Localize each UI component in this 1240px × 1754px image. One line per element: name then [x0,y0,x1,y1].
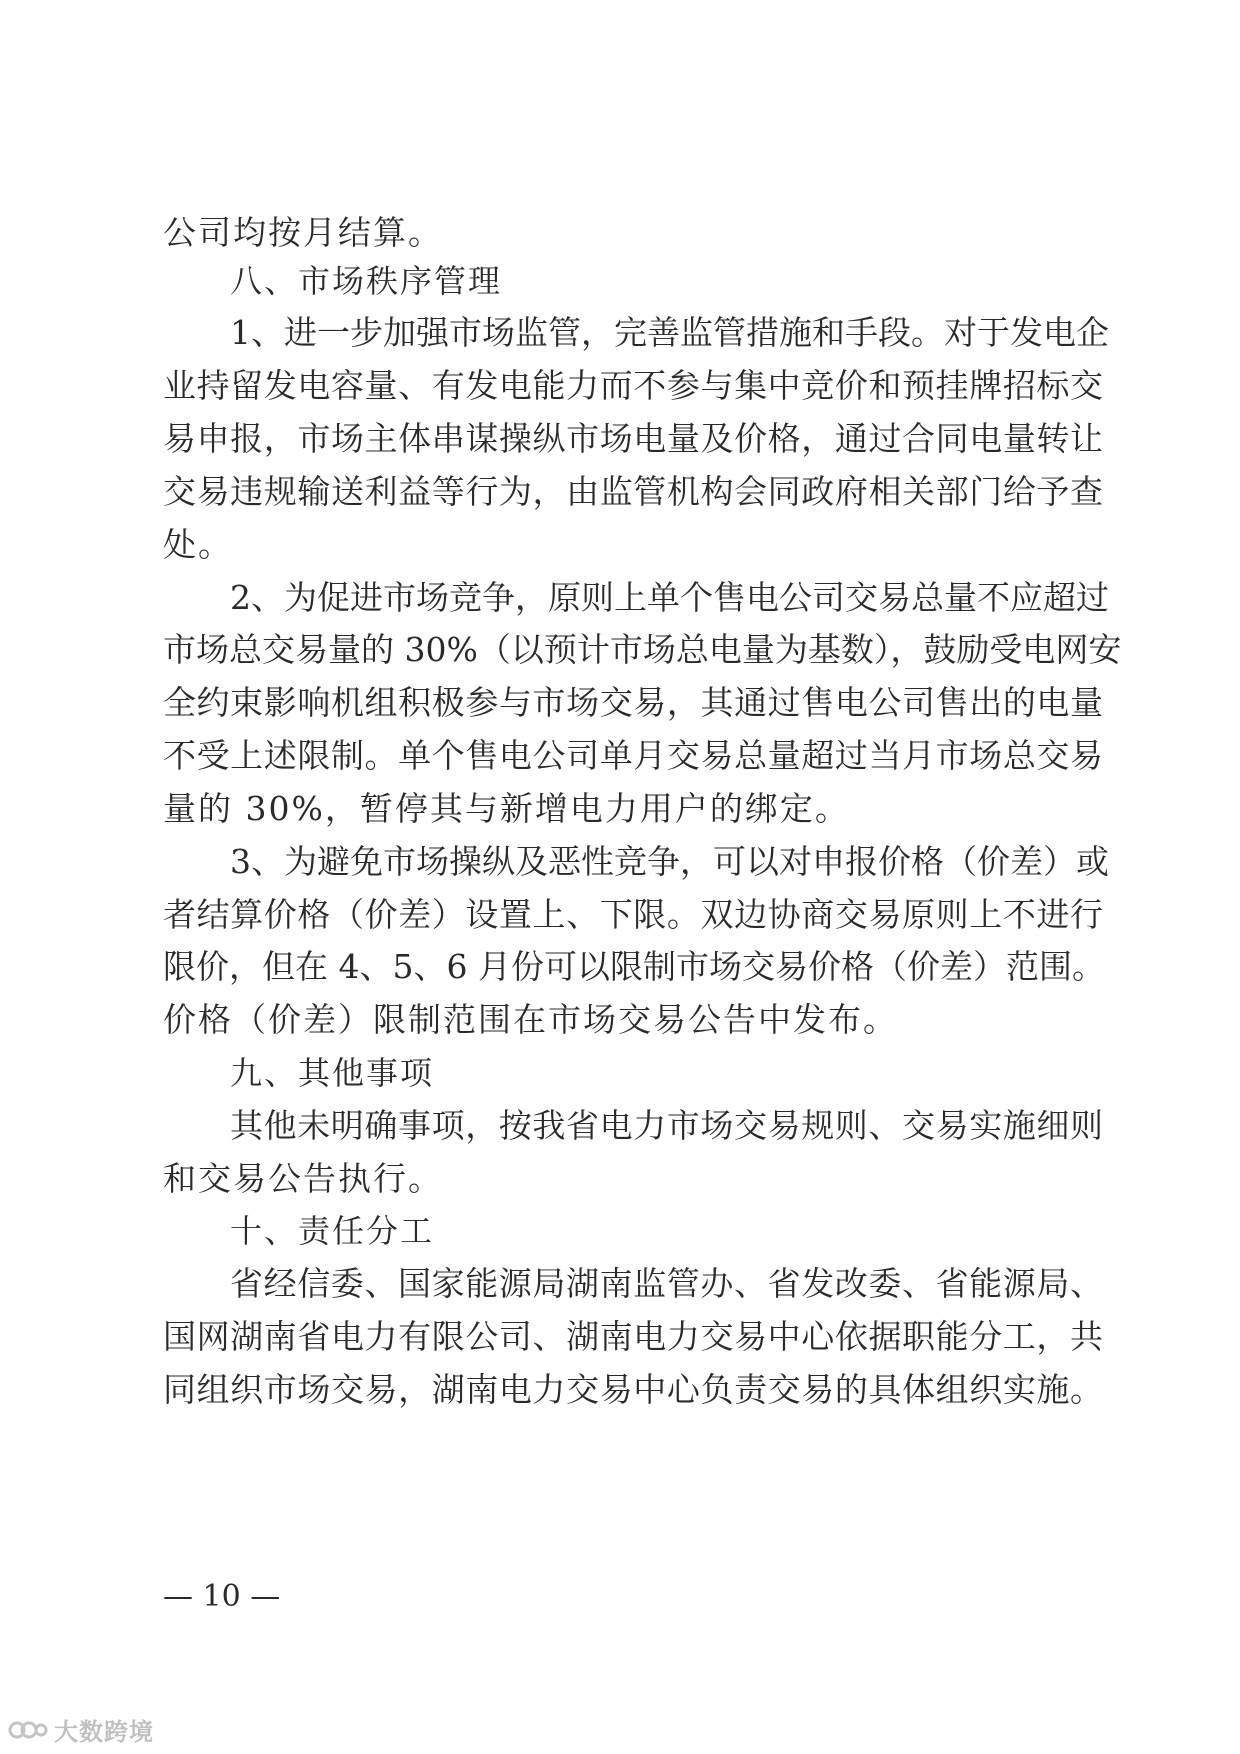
paragraph-line: 交易违规输送利益等行为，由监管机构会同政府相关部门给予查 [163,472,1103,511]
page-number: — 10 — [163,1579,281,1614]
paragraph-line: 其他未明确事项，按我省电力市场交易规则、交易实施细则 [230,1106,1103,1145]
paragraph-line: 易申报，市场主体串谋操纵市场电量及价格，通过合同电量转让 [163,419,1103,458]
paragraph-line: 和交易公告执行。 [163,1159,443,1198]
watermark-text: 大数跨境 [54,1718,154,1746]
paragraph-line: 同组织市场交易，湖南电力交易中心负责交易的具体组织实施。 [163,1370,1103,1409]
paragraph-line: 业持留发电容量、有发电能力而不参与集中竞价和预挂牌招标交 [163,366,1103,405]
paragraph-line: 3、为避免市场操纵及恶性竞争，可以对申报价格（价差）或 [230,842,1109,881]
paragraph-line: 1、进一步加强市场监管，完善监管措施和手段。对于发电企 [230,313,1109,352]
paragraph-line: 不受上述限制。单个售电公司单月交易总量超过当月市场总交易 [163,736,1103,775]
watermark [8,1712,154,1747]
paragraph-line: 处。 [163,525,233,564]
watermark-logo-icon [8,1717,48,1743]
paragraph-line: 全约束影响机组积极参与市场交易，其通过售电公司售出的电量 [163,683,1103,722]
section-heading-10: 十、责任分工 [230,1212,435,1250]
section-heading-9: 九、其他事项 [230,1054,435,1092]
paragraph-line: 公司均按月结算。 [163,213,443,252]
paragraph-line: 量的 30%，暂停其与新增电力用户的绑定。 [163,789,850,828]
paragraph-line: 限价，但在 4、5、6 月份可以限制市场交易价格（价差）范围。 [163,947,1105,986]
paragraph-line: 国网湖南省电力有限公司、湖南电力交易中心依据职能分工，共 [163,1317,1103,1356]
paragraph-line: 者结算价格（价差）设置上、下限。双边协商交易原则上不进行 [163,895,1103,934]
paragraph-line: 2、为促进市场竞争，原则上单个售电公司交易总量不应超过 [230,578,1109,617]
section-heading-8: 八、市场秩序管理 [230,262,503,300]
paragraph-line: 省经信委、国家能源局湖南监管办、省发改委、省能源局、 [230,1264,1103,1303]
paragraph-line: 价格（价差）限制范围在市场交易公告中发布。 [163,1000,898,1039]
paragraph-line: 市场总交易量的 30%（以预计市场总电量为基数），鼓励受电网安 [163,630,1122,669]
